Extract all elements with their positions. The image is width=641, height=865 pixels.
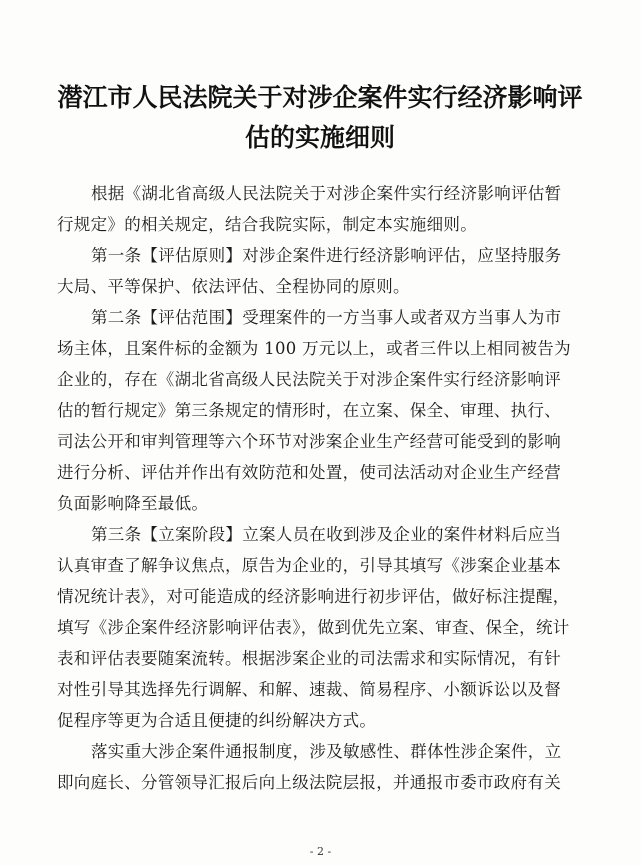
paragraph-line: 第二条【评估范围】受理案件的一方当事人或者双方当事人为市 xyxy=(91,308,562,327)
paragraph-line: 根据《湖北省高级人民法院关于对涉企案件实行经济影响评估暂 xyxy=(91,184,562,203)
document-body xyxy=(57,178,602,798)
paragraph-line: 表和评估表要随案流转。根据涉案企业的司法需求和实际情况，有针 xyxy=(57,649,561,668)
paragraph-line: 负面影响降至最低。 xyxy=(57,494,209,513)
title-line: 估的实施细则 xyxy=(244,123,395,152)
paragraph-line: 企业的，存在《湖北省高级人民法院关于对涉企案件实行经济影响评 xyxy=(57,370,561,389)
paragraph-line: 对性引导其选择先行调解、和解、速裁、简易程序、小额诉讼以及督 xyxy=(57,680,561,699)
paragraph-line: 行规定》的相关规定，结合我院实际，制定本实施细则。 xyxy=(57,215,477,234)
paragraph-line: 第三条【立案阶段】立案人员在收到涉及企业的案件材料后应当 xyxy=(91,525,562,544)
title-line: 潜江市人民法院关于对涉企案件实行经济影响评 xyxy=(57,83,583,112)
paragraph-line: 大局、平等保护、依法评估、全程协同的原则。 xyxy=(57,277,410,296)
paragraph-line: 情况统计表》，对可能造成的经济影响进行初步评估，做好标注提醒， xyxy=(57,587,570,606)
paragraph-line: 认真审查了解争议焦点，原告为企业的，引导其填写《涉案企业基本 xyxy=(57,556,561,575)
paragraph-line: 估的暂行规定》第三条规定的情形时，在立案、保全、审理、执行、 xyxy=(57,401,561,420)
paragraph-line: 填写《涉企案件经济影响评估表》，做到优先立案、审查、保全，统计 xyxy=(57,618,570,637)
paragraph-line: 第一条【评估原则】对涉企案件进行经济影响评估，应坚持服务 xyxy=(91,246,562,265)
document-title xyxy=(40,78,600,158)
paragraph-line: 场主体，且案件标的金额为 100 万元以上，或者三件以上相同被告为 xyxy=(57,339,571,358)
paragraph-line: 促程序等更为合适且便捷的纠纷解决方式。 xyxy=(57,711,377,730)
page-number: - 2 - xyxy=(309,845,332,858)
paragraph-line: 落实重大涉企案件通报制度，涉及敏感性、群体性涉企案件，立 xyxy=(91,742,562,761)
paragraph-line: 司法公开和审判管理等六个环节对涉案企业生产经营可能受到的影响 xyxy=(57,432,561,451)
paragraph-line: 即向庭长、分管领导汇报后向上级法院层报，并通报市委市政府有关 xyxy=(57,773,561,792)
paragraph-line: 进行分析、评估并作出有效防范和处置，使司法活动对企业生产经营 xyxy=(57,463,561,482)
